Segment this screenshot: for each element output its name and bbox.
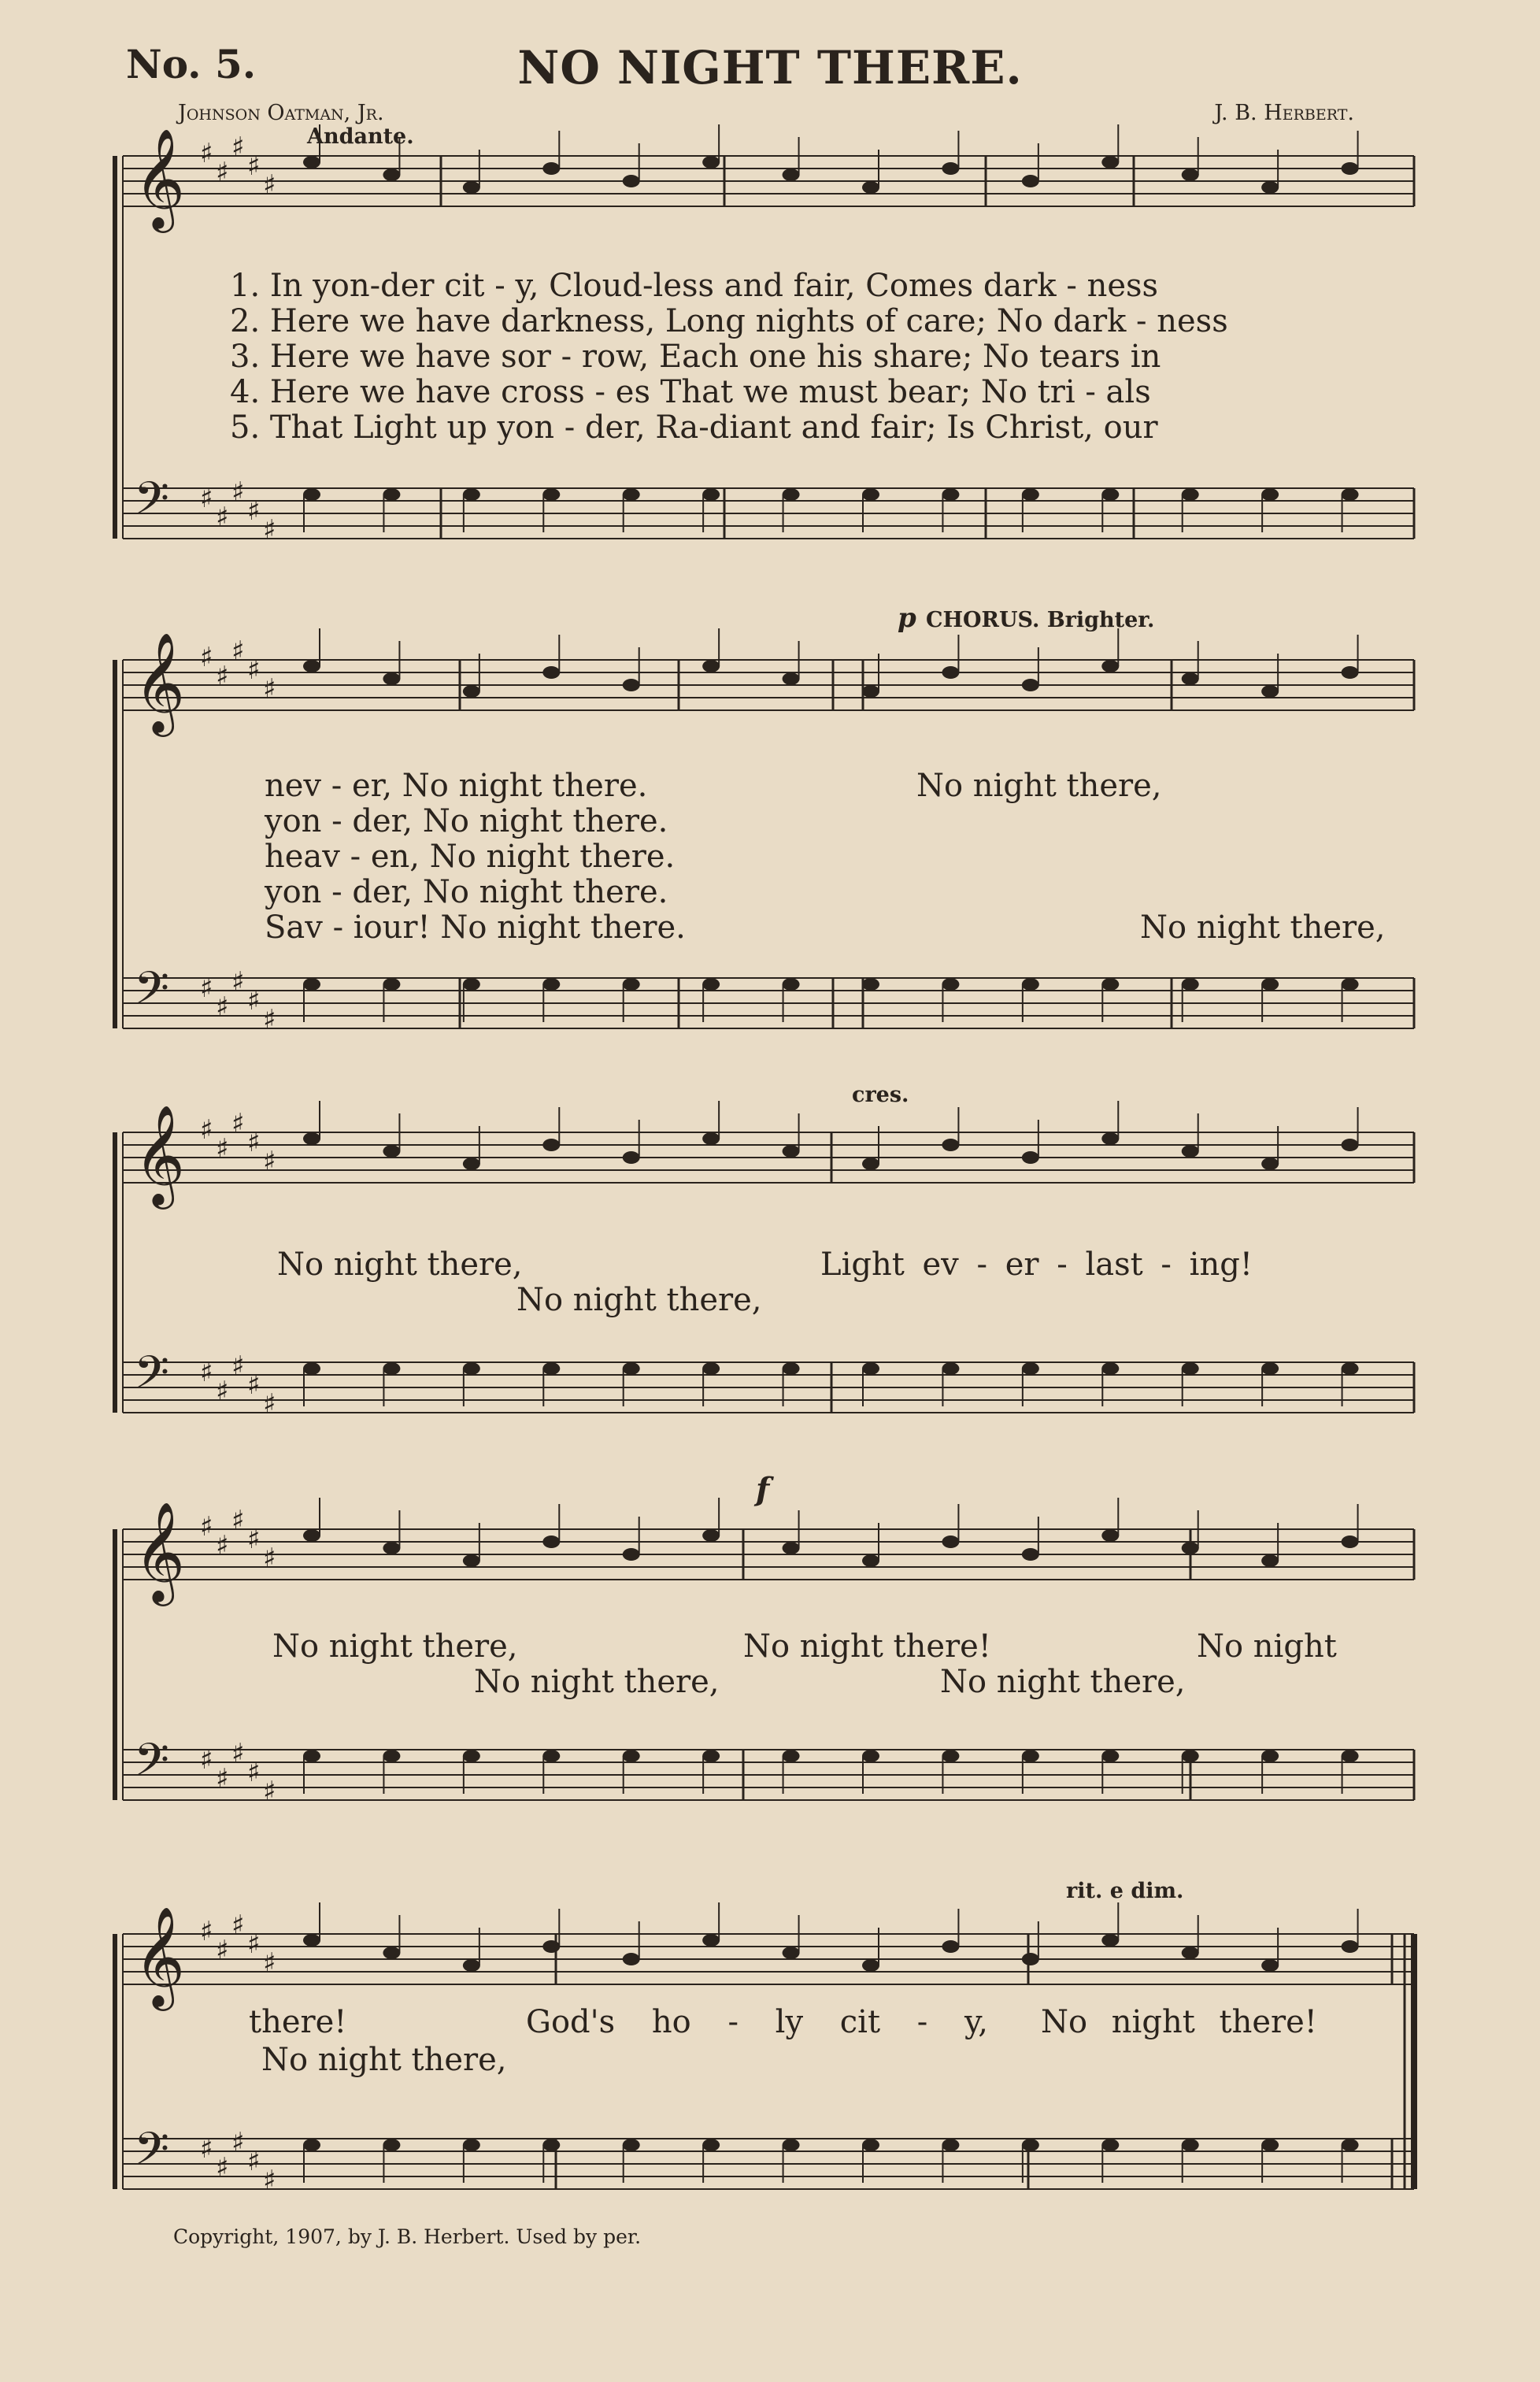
- sharp-icon: ♯: [231, 1350, 245, 1382]
- notehead: [303, 1529, 320, 1542]
- sharp-icon: ♯: [263, 2165, 276, 2196]
- notehead: [303, 156, 320, 169]
- notehead: [783, 2139, 800, 2151]
- notehead: [623, 679, 640, 691]
- notehead: [623, 978, 640, 991]
- sharp-icon: ♯: [231, 966, 245, 998]
- notehead: [862, 1750, 879, 1762]
- sharp-icon: ♯: [216, 991, 229, 1023]
- notehead: [783, 169, 800, 181]
- notehead: [542, 162, 560, 175]
- sharp-icon: ♯: [200, 1114, 213, 1146]
- dynamic-piano: p: [898, 602, 916, 634]
- notehead: [1342, 666, 1359, 679]
- notehead: [1182, 488, 1199, 501]
- verse-1: 1. In yon-der cit - y, Cloud-less and fair, Comes dark - ness: [230, 268, 1159, 304]
- system4-lyric-2: No night there!: [743, 1628, 991, 1665]
- verse-5: 5. That Light up yon - der, Ra-diant and fair; Is Christ, our: [230, 409, 1158, 446]
- notehead: [303, 488, 320, 501]
- notehead: [942, 978, 959, 991]
- system3-bass-lyric: No night there,: [516, 1282, 762, 1318]
- notehead: [783, 1542, 800, 1554]
- notehead: [702, 660, 720, 672]
- bass-clef-icon: 𝄢: [134, 961, 170, 1026]
- sharp-icon: ♯: [263, 1776, 276, 1807]
- notehead: [542, 1940, 560, 1953]
- notehead: [702, 1934, 720, 1947]
- notehead: [463, 181, 480, 194]
- notehead: [623, 1953, 640, 1965]
- notehead: [623, 1548, 640, 1561]
- treble-clef-icon: 𝄞: [134, 632, 186, 732]
- system5-bass-lyric: No night there,: [261, 2042, 507, 2078]
- notehead: [542, 666, 560, 679]
- notehead: [1342, 2139, 1359, 2151]
- notehead: [303, 1750, 320, 1762]
- sharp-icon: ♯: [200, 1916, 213, 1947]
- notehead: [1182, 1947, 1199, 1959]
- chorus-lyric: No night there,: [916, 768, 1162, 804]
- notehead: [463, 978, 480, 991]
- notehead: [1101, 1934, 1119, 1947]
- notehead: [383, 1542, 400, 1554]
- sharp-icon: ♯: [263, 1004, 276, 1035]
- notehead: [942, 1750, 959, 1762]
- sharp-icon: ♯: [216, 1935, 229, 1966]
- notehead: [463, 1554, 480, 1567]
- notehead: [1022, 679, 1039, 691]
- notehead: [1342, 1940, 1359, 1953]
- system3-lyric-2: Light ev - er - last - ing!: [820, 1247, 1253, 1283]
- notehead: [862, 488, 879, 501]
- notehead: [383, 1947, 400, 1959]
- notehead: [942, 162, 959, 175]
- notehead: [702, 1529, 720, 1542]
- notehead: [1101, 978, 1119, 991]
- chorus-bass-lyric: No night there,: [1140, 909, 1386, 946]
- notehead: [542, 2139, 560, 2151]
- notehead: [942, 1362, 959, 1375]
- sharp-icon: ♯: [216, 1763, 229, 1795]
- verse-5-ending: Sav - iour! No night there.: [265, 909, 686, 946]
- notehead: [1101, 1362, 1119, 1375]
- notehead: [463, 2139, 480, 2151]
- verse-3-ending: heav - en, No night there.: [265, 839, 676, 875]
- notehead: [862, 2139, 879, 2151]
- sharp-icon: ♯: [216, 661, 229, 692]
- tempo-marking: Andante.: [307, 124, 414, 149]
- notehead: [623, 488, 640, 501]
- sharp-icon: ♯: [216, 1376, 229, 1407]
- notehead: [623, 1362, 640, 1375]
- notehead: [1182, 1362, 1199, 1375]
- bass-clef-icon: 𝄢: [134, 1733, 170, 1798]
- notehead: [783, 1362, 800, 1375]
- notehead: [463, 685, 480, 698]
- verse-2: 2. Here we have darkness, Long nights of care; No dark - ness: [230, 303, 1228, 339]
- notehead: [702, 1132, 720, 1145]
- notehead: [783, 1145, 800, 1158]
- notehead: [303, 978, 320, 991]
- verse-1-ending: nev - er, No night there.: [265, 768, 648, 804]
- sharp-icon: ♯: [247, 1757, 261, 1788]
- sharp-icon: ♯: [200, 2133, 213, 2165]
- notehead: [463, 488, 480, 501]
- system4-bass-lyric-1: No night there,: [474, 1664, 720, 1700]
- notehead: [1182, 169, 1199, 181]
- notehead: [303, 1362, 320, 1375]
- notehead: [1342, 1750, 1359, 1762]
- notehead: [463, 1750, 480, 1762]
- bass-clef-icon: 𝄢: [134, 472, 170, 536]
- dynamic-forte: f: [756, 1471, 770, 1508]
- notehead: [702, 488, 720, 501]
- sharp-icon: ♯: [263, 1947, 276, 1979]
- notehead: [623, 1151, 640, 1164]
- notehead: [1342, 1139, 1359, 1151]
- treble-clef-icon: 𝄞: [134, 128, 186, 228]
- notehead: [303, 2139, 320, 2151]
- sharp-icon: ♯: [216, 1530, 229, 1561]
- notehead: [1182, 2139, 1199, 2151]
- notehead: [383, 2139, 400, 2151]
- notehead: [1101, 156, 1119, 169]
- treble-clef-icon: 𝄞: [134, 1501, 186, 1602]
- sharp-icon: ♯: [247, 654, 261, 686]
- sharp-icon: ♯: [263, 1388, 276, 1420]
- notehead: [383, 169, 400, 181]
- notehead: [1261, 488, 1279, 501]
- notehead: [383, 1145, 400, 1158]
- crescendo-marking: cres.: [852, 1083, 909, 1107]
- notehead: [542, 488, 560, 501]
- sharp-icon: ♯: [231, 1910, 245, 1941]
- notehead: [1101, 488, 1119, 501]
- notehead: [1182, 1145, 1199, 1158]
- notehead: [1342, 1362, 1359, 1375]
- bass-clef-icon: 𝄢: [134, 1346, 170, 1410]
- system4-lyric-3: No night: [1197, 1628, 1337, 1665]
- rit-dim-marking: rit. e dim.: [1066, 1879, 1184, 1903]
- notehead: [1261, 1158, 1279, 1170]
- notehead: [862, 1959, 879, 1972]
- notehead: [1022, 1362, 1039, 1375]
- notehead: [1022, 1548, 1039, 1561]
- notehead: [942, 1536, 959, 1548]
- notehead: [862, 181, 879, 194]
- sharp-icon: ♯: [231, 1505, 245, 1536]
- notehead: [1342, 1536, 1359, 1548]
- notehead: [303, 1132, 320, 1145]
- sharp-icon: ♯: [247, 985, 261, 1017]
- sharp-icon: ♯: [247, 1127, 261, 1158]
- sharp-icon: ♯: [231, 476, 245, 508]
- notehead: [862, 1362, 879, 1375]
- notehead: [542, 1750, 560, 1762]
- sharp-icon: ♯: [247, 495, 261, 527]
- notehead: [942, 2139, 959, 2151]
- notehead: [383, 978, 400, 991]
- hymn-title: NO NIGHT THERE.: [517, 41, 1023, 94]
- sharp-icon: ♯: [247, 2146, 261, 2177]
- notehead: [1342, 978, 1359, 991]
- sharp-icon: ♯: [231, 635, 245, 667]
- hymn-number: No. 5.: [126, 41, 257, 87]
- notehead: [702, 2139, 720, 2151]
- composer-credit: J. B. Herbert.: [1214, 101, 1354, 125]
- notehead: [1342, 488, 1359, 501]
- notehead: [1261, 1959, 1279, 1972]
- notehead: [463, 1158, 480, 1170]
- notehead: [1101, 1529, 1119, 1542]
- treble-clef-icon: 𝄞: [134, 1906, 186, 2006]
- notehead: [463, 1959, 480, 1972]
- notehead: [1342, 162, 1359, 175]
- notehead: [702, 1750, 720, 1762]
- notehead: [623, 2139, 640, 2151]
- notehead: [1261, 181, 1279, 194]
- notehead: [1022, 1953, 1039, 1965]
- sharp-icon: ♯: [216, 2152, 229, 2184]
- sharp-icon: ♯: [200, 483, 213, 514]
- notehead: [383, 1750, 400, 1762]
- notehead: [383, 1362, 400, 1375]
- notehead: [1261, 685, 1279, 698]
- notehead: [783, 1947, 800, 1959]
- treble-clef-icon: 𝄞: [134, 1104, 186, 1205]
- notehead: [942, 666, 959, 679]
- notehead: [783, 672, 800, 685]
- notehead: [1101, 1132, 1119, 1145]
- sharp-icon: ♯: [216, 1133, 229, 1165]
- system5-lyric-2: God's ho - ly cit - y,: [526, 2004, 988, 2040]
- system4-lyric-1: No night there,: [272, 1628, 518, 1665]
- notehead: [1261, 2139, 1279, 2151]
- notehead: [542, 1536, 560, 1548]
- verse-2-ending: yon - der, No night there.: [265, 803, 668, 839]
- notehead: [1182, 672, 1199, 685]
- sharp-icon: ♯: [200, 972, 213, 1004]
- sharp-icon: ♯: [200, 1511, 213, 1543]
- notehead: [942, 488, 959, 501]
- notehead: [623, 175, 640, 187]
- notehead: [1022, 2139, 1039, 2151]
- bass-clef-icon: 𝄢: [134, 2122, 170, 2187]
- sharp-icon: ♯: [263, 169, 276, 201]
- notehead: [542, 1362, 560, 1375]
- verse-4: 4. Here we have cross - es That we must bear; No tri - als: [230, 374, 1151, 410]
- notehead: [383, 488, 400, 501]
- notehead: [1101, 1750, 1119, 1762]
- notehead: [862, 1158, 879, 1170]
- notehead: [1261, 1750, 1279, 1762]
- notehead: [463, 1362, 480, 1375]
- notehead: [303, 660, 320, 672]
- sharp-icon: ♯: [263, 1543, 276, 1574]
- sharp-icon: ♯: [263, 1146, 276, 1177]
- verse-4-ending: yon - der, No night there.: [265, 874, 668, 910]
- notehead: [1261, 1554, 1279, 1567]
- system5-lyric-1: there!: [249, 2004, 347, 2040]
- notehead: [1182, 1750, 1199, 1762]
- notehead: [1261, 1362, 1279, 1375]
- notehead: [623, 1750, 640, 1762]
- sharp-icon: ♯: [247, 1928, 261, 1960]
- notehead: [862, 685, 879, 698]
- notehead: [862, 978, 879, 991]
- chorus-label: CHORUS. Brighter.: [926, 608, 1155, 632]
- sharp-icon: ♯: [263, 673, 276, 705]
- notehead: [783, 1750, 800, 1762]
- notehead: [1022, 1151, 1039, 1164]
- notehead: [1022, 1750, 1039, 1762]
- notehead: [1101, 660, 1119, 672]
- sharp-icon: ♯: [231, 132, 245, 163]
- notehead: [702, 978, 720, 991]
- system3-lyric-1: No night there,: [277, 1247, 523, 1283]
- author-credit: Johnson Oatman, Jr.: [178, 101, 384, 125]
- notehead: [942, 1940, 959, 1953]
- sharp-icon: ♯: [216, 502, 229, 533]
- notehead: [1022, 488, 1039, 501]
- notehead: [303, 1934, 320, 1947]
- copyright-notice: Copyright, 1907, by J. B. Herbert. Used by per.: [173, 2225, 642, 2248]
- sharp-icon: ♯: [200, 1357, 213, 1388]
- sharp-icon: ♯: [247, 150, 261, 182]
- sharp-icon: ♯: [247, 1369, 261, 1401]
- notehead: [1261, 978, 1279, 991]
- sharp-icon: ♯: [200, 642, 213, 673]
- notehead: [1022, 978, 1039, 991]
- sharp-icon: ♯: [231, 1108, 245, 1139]
- sharp-icon: ♯: [200, 1744, 213, 1776]
- sharp-icon: ♯: [247, 1524, 261, 1555]
- notehead: [702, 156, 720, 169]
- notehead: [1182, 978, 1199, 991]
- notehead: [542, 978, 560, 991]
- notehead: [1101, 2139, 1119, 2151]
- notehead: [942, 1139, 959, 1151]
- sharp-icon: ♯: [216, 157, 229, 188]
- sharp-icon: ♯: [200, 138, 213, 169]
- system4-bass-lyric-2: No night there,: [940, 1664, 1186, 1700]
- notehead: [783, 488, 800, 501]
- system5-lyric-3: No night there!: [1041, 2004, 1317, 2040]
- notehead: [1022, 175, 1039, 187]
- notehead: [383, 672, 400, 685]
- sharp-icon: ♯: [231, 1738, 245, 1769]
- verse-3: 3. Here we have sor - row, Each one his share; No tears in: [230, 339, 1161, 375]
- sharp-icon: ♯: [263, 514, 276, 546]
- notehead: [702, 1362, 720, 1375]
- notehead: [783, 978, 800, 991]
- notehead: [862, 1554, 879, 1567]
- notehead: [1182, 1542, 1199, 1554]
- sharp-icon: ♯: [231, 2127, 245, 2158]
- notehead: [542, 1139, 560, 1151]
